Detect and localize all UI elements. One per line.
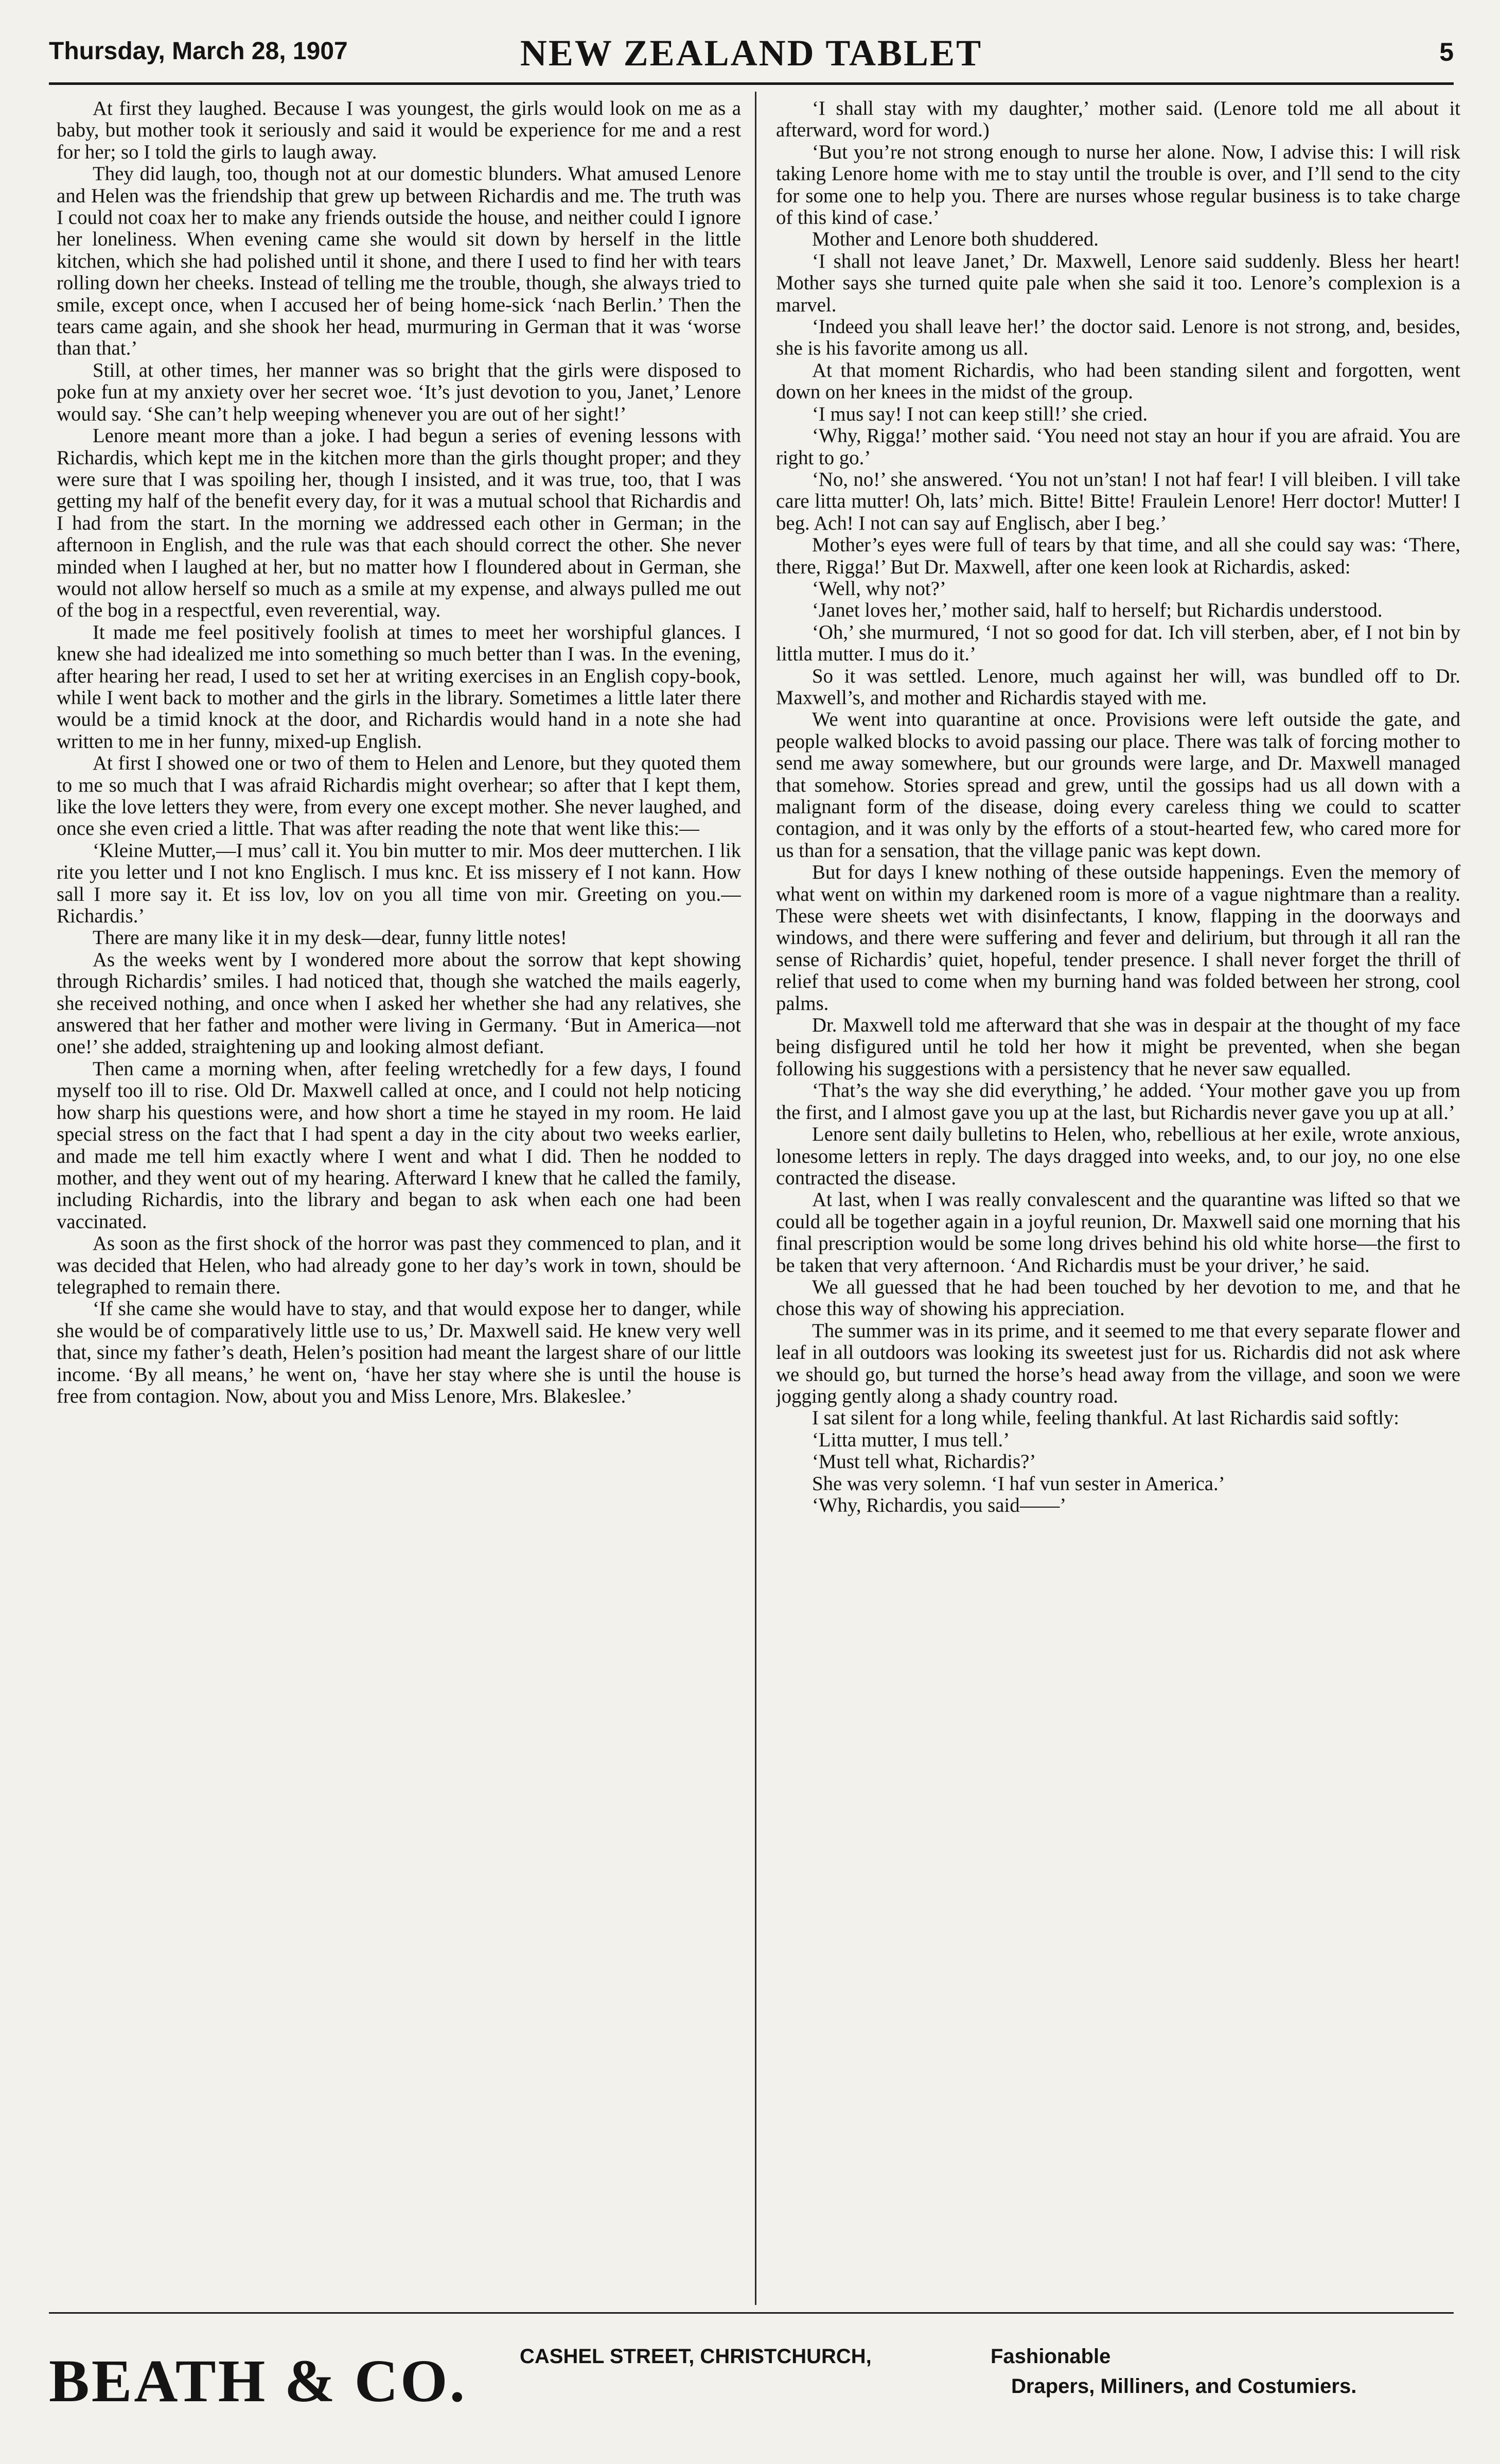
article-paragraph: Mother and Lenore both shuddered.: [812, 228, 1099, 251]
article-paragraph: At first I showed one or two of them to Helen and Lenore, but they quoted them to me so much that I was afraid Richardis might overhear; so after that I kept them, like the love letters they were, from every one except mother. She never laughed, and once she even cried a little. That was after reading the note that went like this:—: [57, 752, 741, 840]
right-column: [776, 98, 1460, 2303]
article-paragraph: It made me feel positively foolish at times to meet her worshipful glances. I knew she had idealized me into something so much better than I was. In the evening, after hearing her read, I used to set her at writing exercises in an English copy-book, while I went back to mother and the girls in the library. Sometimes a little later there would be a timid knock at the door, and Richardis would hand in a note she had written to me in her funny, mixed-up English.: [57, 621, 741, 753]
article-paragraph: ‘I shall stay with my daughter,’ mother said. (Lenore told me all about it afterward, word for word.): [776, 98, 1460, 142]
article-paragraph: Lenore sent daily bulletins to Helen, who, rebellious at her exile, wrote anxious, lonesome letters in reply. The days dragged into weeks, and, to our joy, no one else contracted the disease.: [776, 1123, 1460, 1189]
article-paragraph: We all guessed that he had been touched by her devotion to me, and that he chose this way of showing his appreciation.: [776, 1275, 1460, 1320]
article-paragraph: At that moment Richardis, who had been standing silent and forgotten, went down on her knees in the midst of the group.: [776, 359, 1460, 404]
article-paragraph: ‘Kleine Mutter,—I mus’ call it. You bin mutter to mir. Mos deer mutterchen. I lik rite you letter und I not kno Englisch. I mus knc. Et iss missery ef I not kann. How sall I more say it. Et iss lov, lov on you all time von mir. Greeting on you.—Richardis.’: [57, 839, 741, 928]
article-paragraph: ‘I shall not leave Janet,’ Dr. Maxwell, Lenore said suddenly. Bless her heart! Mother says she turned quite pale when she said it too. Lenore’s complexion is a marvel.: [776, 250, 1460, 316]
article-paragraph: There are many like it in my desk—dear, funny little notes!: [93, 927, 567, 949]
article-paragraph: We went into quarantine at once. Provisions were left outside the gate, and people walked blocks to avoid passing our place. There was talk of forcing mother to send me away somewhere, but our grounds were large, and Dr. Maxwell managed that somehow. Stories spread and grew, until the gossips had us all down with a malignant form of the disease, doing every careless thing we could to scatter contagion, and it was only by the efforts of a stout-hearted few, who cared more for us than for a sensation, that the village panic was kept down.: [776, 708, 1460, 862]
article-paragraph: ‘Why, Richardis, you said——’: [812, 1494, 1067, 1516]
article-paragraph: ‘Why, Rigga!’ mother said. ‘You need not stay an hour if you are afraid. You are right to go.’: [776, 425, 1460, 469]
article-paragraph: ‘That’s the way she did everything,’ he added. ‘Your mother gave you up from the first, and I almost gave you up at the last, but Richardis never gave you up at all.’: [776, 1079, 1460, 1124]
article-paragraph: As the weeks went by I wondered more about the sorrow that kept showing through Richardis’ smiles. I had noticed that, though she watched the mails eagerly, she received nothing, and once when I asked her whether she had any relatives, she answered that her father and mother were living in Germany. ‘But in America—not one!’ she added, straightening up and looking almost defiant.: [57, 948, 741, 1058]
article-paragraph: ‘I mus say! I not can keep still!’ she cried.: [812, 403, 1148, 425]
article-paragraph: ‘Litta mutter, I mus tell.’: [812, 1428, 1010, 1451]
article-paragraph: The summer was in its prime, and it seemed to me that every separate flower and leaf in all outdoors was looking its sweetest just for us. Richardis did not ask where we should go, but turned the horse’s head away from the village, and soon we were jogging gently along a shady country road.: [776, 1319, 1460, 1407]
article-paragraph: ‘Janet loves her,’ mother said, half to herself; but Richardis understood.: [812, 599, 1383, 622]
article-paragraph: Still, at other times, her manner was so bright that the girls were disposed to poke fun at my anxiety over her secret woe. ‘It’s just devotion to you, Janet,’ Lenore would say. ‘She can’t help weeping whenever you are out of her sight!’: [57, 359, 741, 425]
newspaper-title: NEW ZEALAND TABLET: [520, 32, 983, 74]
article-paragraph: Then came a morning when, after feeling wretchedly for a few days, I found myself too ill to rise. Old Dr. Maxwell called at once, and I could not help noticing how sharp his questions were, and how short a time he stayed in my room. He laid special stress on the fact that I had spent a day in the city about two weeks earlier, and made me tell him exactly where I went and what I did. Then he nodded to mother, and they went out of my hearing. Afterward I knew that he called the family, including Richardis, into the library and began to ask when each one had been vaccinated.: [57, 1057, 741, 1233]
article-paragraph: They did laugh, too, though not at our domestic blunders. What amused Lenore and Helen was the friendship that grew up between Richardis and me. The truth was I could not coax her to make any friends outside the house, and neither could I ignore her loneliness. When evening came she would sit down by herself in the little kitchen, which she had polished until it shone, and there I used to find her with tears rolling down her cheeks. Instead of telling me the trouble, though, she always tried to smile, except once, when I accused her of being home-sick ‘nach Berlin.’ Then the tears came again, and she shook her head, murmuring in German that it was ‘worse than that.’: [57, 163, 741, 360]
advertiser-trade-line-2: Drapers, Milliners, and Costumiers.: [1011, 2375, 1357, 2398]
article-paragraph: Dr. Maxwell told me afterward that she was in despair at the thought of my face being disfigured until he told her how it might be prevented, when she began following his suggestions with a persistency that he never saw equalled.: [776, 1014, 1460, 1080]
advertiser-trade-line-1: Fashionable: [991, 2345, 1111, 2368]
masthead: [49, 32, 1454, 89]
article-paragraph: Mother’s eyes were full of tears by that time, and all she could say was: ‘There, there, Rigga!’ But Dr. Maxwell, after one keen look at Richardis, asked:: [776, 534, 1460, 578]
article-paragraph: ‘No, no!’ she answered. ‘You not un’stan! I not haf fear! I vill bleiben. I vill take care litta mutter! Oh, lats’ mich. Bitte! Bitte! Fraulein Lenore! Herr doctor! Mutter! I beg. Ach! I not can say auf Englisch, aber I beg.’: [776, 468, 1460, 534]
footer-rule: [49, 2312, 1454, 2314]
article-paragraph: ‘Indeed you shall leave her!’ the doctor said. Lenore is not strong, and, besides, she is his favorite among us all.: [776, 316, 1460, 360]
article-paragraph: ‘Must tell what, Richardis?’: [812, 1451, 1036, 1473]
left-column: [57, 98, 741, 2303]
advertiser-name: BEATH & CO.: [49, 2347, 467, 2415]
article-paragraph: ‘If she came she would have to stay, and that would expose her to danger, while she would be of comparatively little use to us,’ Dr. Maxwell said. He knew very well that, since my father’s death, Helen’s position had meant the largest share of our little income. ‘By all means,’ he went on, ‘have her stay where she is until the house is free from contagion. Now, about you and Miss Lenore, Mrs. Blakeslee.’: [57, 1298, 741, 1407]
column-divider: [755, 92, 756, 2305]
article-paragraph: As soon as the first shock of the horror was past they commenced to plan, and it was decided that Helen, who had already gone to her day’s work in town, should be telegraphed to remain there.: [57, 1232, 741, 1298]
article-paragraph: So it was settled. Lenore, much against her will, was bundled off to Dr. Maxwell’s, and mother and Richardis stayed with me.: [776, 665, 1460, 709]
issue-date: Thursday, March 28, 1907: [49, 38, 348, 65]
article-paragraph: I sat silent for a long while, feeling thankful. At last Richardis said softly:: [812, 1407, 1400, 1429]
article-paragraph: At first they laughed. Because I was youngest, the girls would look on me as a baby, but mother took it seriously and said it would be experience for me and a rest for her; so I told the girls to laugh away.: [57, 98, 741, 163]
article-paragraph: At last, when I was really convalescent and the quarantine was lifted so that we could all be together again in a joyful reunion, Dr. Maxwell said one morning that his final prescription would be some long drives behind his old white horse—the first to be taken that very afternoon. ‘And Richardis must be your driver,’ he said.: [776, 1189, 1460, 1277]
article-paragraph: Lenore meant more than a joke. I had begun a series of evening lessons with Richardis, which kept me in the kitchen more than the girls thought proper; and they were sure that I was spoiling her, though I insisted, and it was true, too, that I was getting my half of the benefit every day, for it was a mutual school that Richardis and I had from the start. In the morning we addressed each other in German; in the afternoon in English, and the rule was that each should correct the other. She never minded when I laughed at her, but no matter how I floundered about in German, she would not allow herself so much as a smile at my expense, and always pulled me out of the bog in a respectful, even reverential, way.: [57, 425, 741, 622]
article-paragraph: ‘Well, why not?’: [812, 577, 946, 600]
header-rule: [49, 82, 1454, 85]
article-paragraph: ‘But you’re not strong enough to nurse her alone. Now, I advise this: I will risk taking Lenore home with me to stay until the trouble is over, and I’ll send to the city for some one to help you. There are nurses whose regular business is to take charge of this kind of case.’: [776, 141, 1460, 229]
advertiser-address: CASHEL STREET, CHRISTCHURCH,: [520, 2345, 872, 2368]
article-paragraph: She was very solemn. ‘I haf vun sester in America.’: [812, 1472, 1225, 1495]
article-paragraph: ‘Oh,’ she murmured, ‘I not so good for dat. Ich vill sterben, aber, ef I not bin by littla mutter. I mus do it.’: [776, 621, 1460, 666]
article-paragraph: But for days I knew nothing of these outside happenings. Even the memory of what went on within my darkened room is more of a vague nightmare than a reality. These were sheets wet with disinfectants, I know, flapping in the doorways and windows, and there were suffering and fever and delirium, but through it all ran the sense of Richardis’ quiet, hopeful, tender presence. I shall never forget the thrill of relief that used to come when my burning hand was folded between her strong, cool palms.: [776, 861, 1460, 1015]
page-number: 5: [1439, 38, 1454, 66]
advertisement-footer: [49, 2332, 1454, 2435]
